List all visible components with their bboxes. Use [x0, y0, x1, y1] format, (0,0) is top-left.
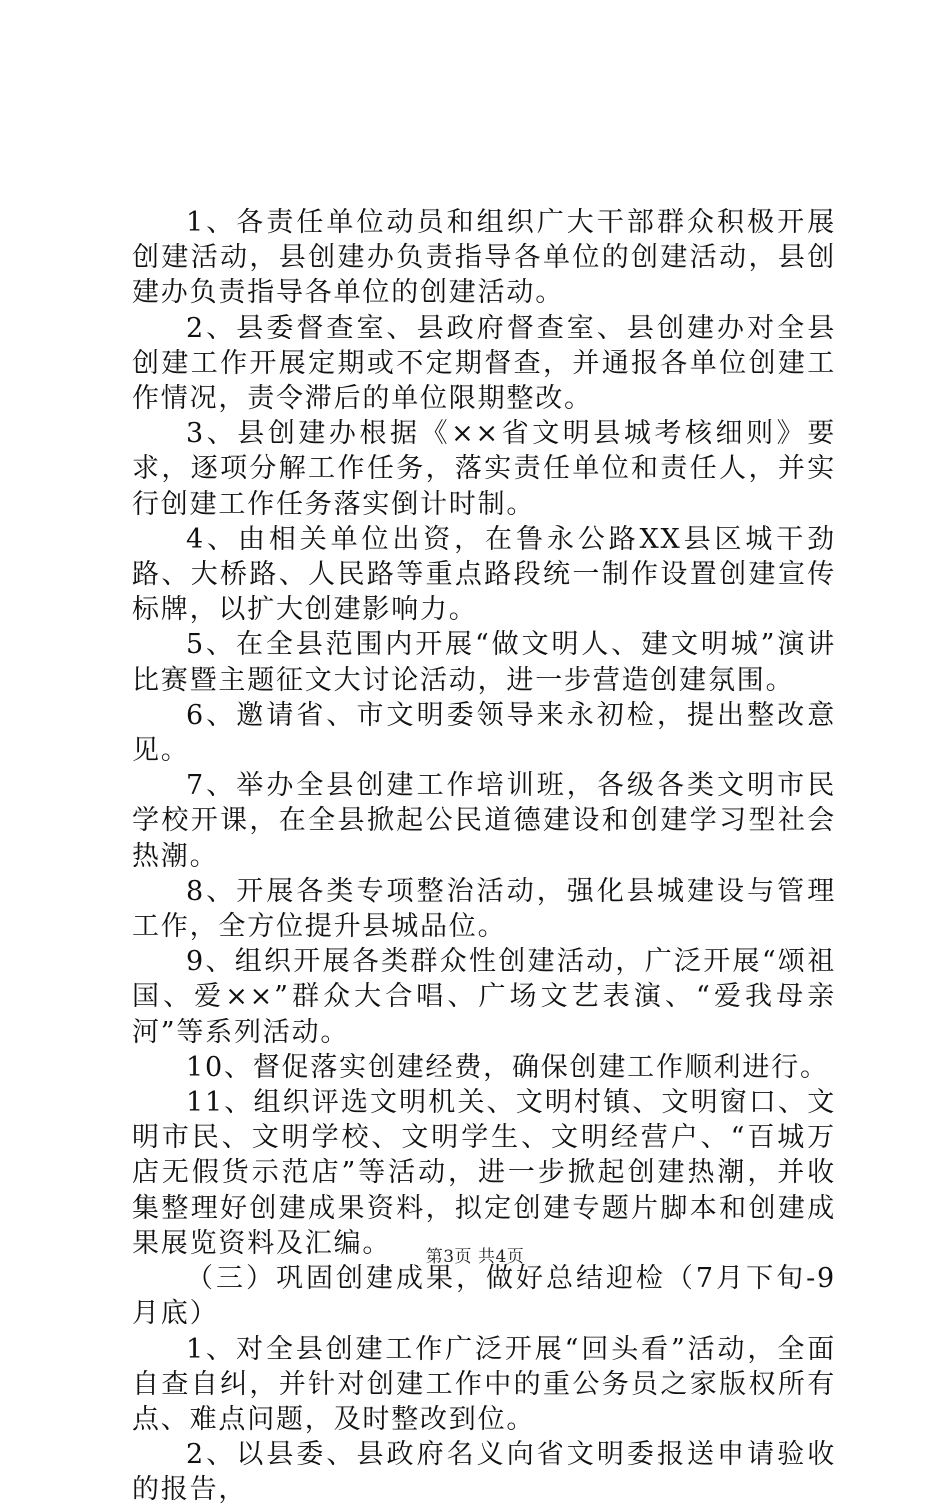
paragraph-5: 5、在全县范围内开展“做文明人、建文明城”演讲比赛暨主题征文大讨论活动，进一步营造创建氛围。	[132, 629, 836, 696]
page-number-footer: 第3页 共4页	[425, 1247, 525, 1267]
document-body	[132, 205, 836, 1508]
paragraph-7: 7、举办全县创建工作培训班，各级各类文明市民学校开课，在全县掀起公民道德建设和创建学习型社会热潮。	[132, 770, 836, 872]
paragraph-13: 2、以县委、县政府名义向省文明委报送申请验收的报告，	[132, 1439, 836, 1506]
paragraph-2: 2、县委督查室、县政府督查室、县创建办对全县创建工作开展定期或不定期督查，并通报各单位创建工作情况，责令滞后的单位限期整改。	[132, 312, 836, 415]
paragraph-9: 9、组织开展各类群众性创建活动，广泛开展“颂祖国、爱××”群众大合唱、广场文艺表演、“爱我母亲河”等系列活动。	[132, 946, 836, 1048]
paragraph-6: 6、邀请省、市文明委领导来永初检，提出整改意见。	[132, 699, 836, 767]
paragraph-8: 8、开展各类专项整治活动，强化县城建设与管理工作，全方位提升县城品位。	[132, 875, 836, 943]
paragraph-12: 1、对全县创建工作广泛开展“回头看”活动，全面自查自纠，并针对创建工作中的重公务员之家版权所有点、难点问题，及时整改到位。	[132, 1333, 836, 1435]
paragraph-10: 10、督促落实创建经费，确保创建工作顺利进行。	[186, 1051, 829, 1083]
paragraph-4: 4、由相关单位出资，在鲁永公路XX县区城干劲路、大桥路、人民路等重点路段统一制作设置创建宣传标牌，以扩大创建影响力。	[132, 523, 836, 626]
paragraph-3: 3、县创建办根据《××省文明县城考核细则》要求，逐项分解工作任务，落实责任单位和责任人，并实行创建工作任务落实倒计时制。	[132, 418, 836, 520]
paragraph-1: 1、各责任单位动员和组织广大干部群众积极开展创建活动，县创建办负责指导各单位的创建活动，县创建办负责指导各单位的创建活动。	[132, 207, 836, 309]
section-heading: （三）巩固创建成果，做好总结迎检（7月下旬-9月底）	[132, 1263, 836, 1330]
paragraph-11: 11、组织评选文明机关、文明村镇、文明窗口、文明市民、文明学校、文明学生、文明经营户、“百城万店无假货示范店”等活动，进一步掀起创建热潮，并收集整理好创建成果资料，拟定创建专题片脚本和创建成果展览资料及汇编。	[132, 1087, 836, 1259]
